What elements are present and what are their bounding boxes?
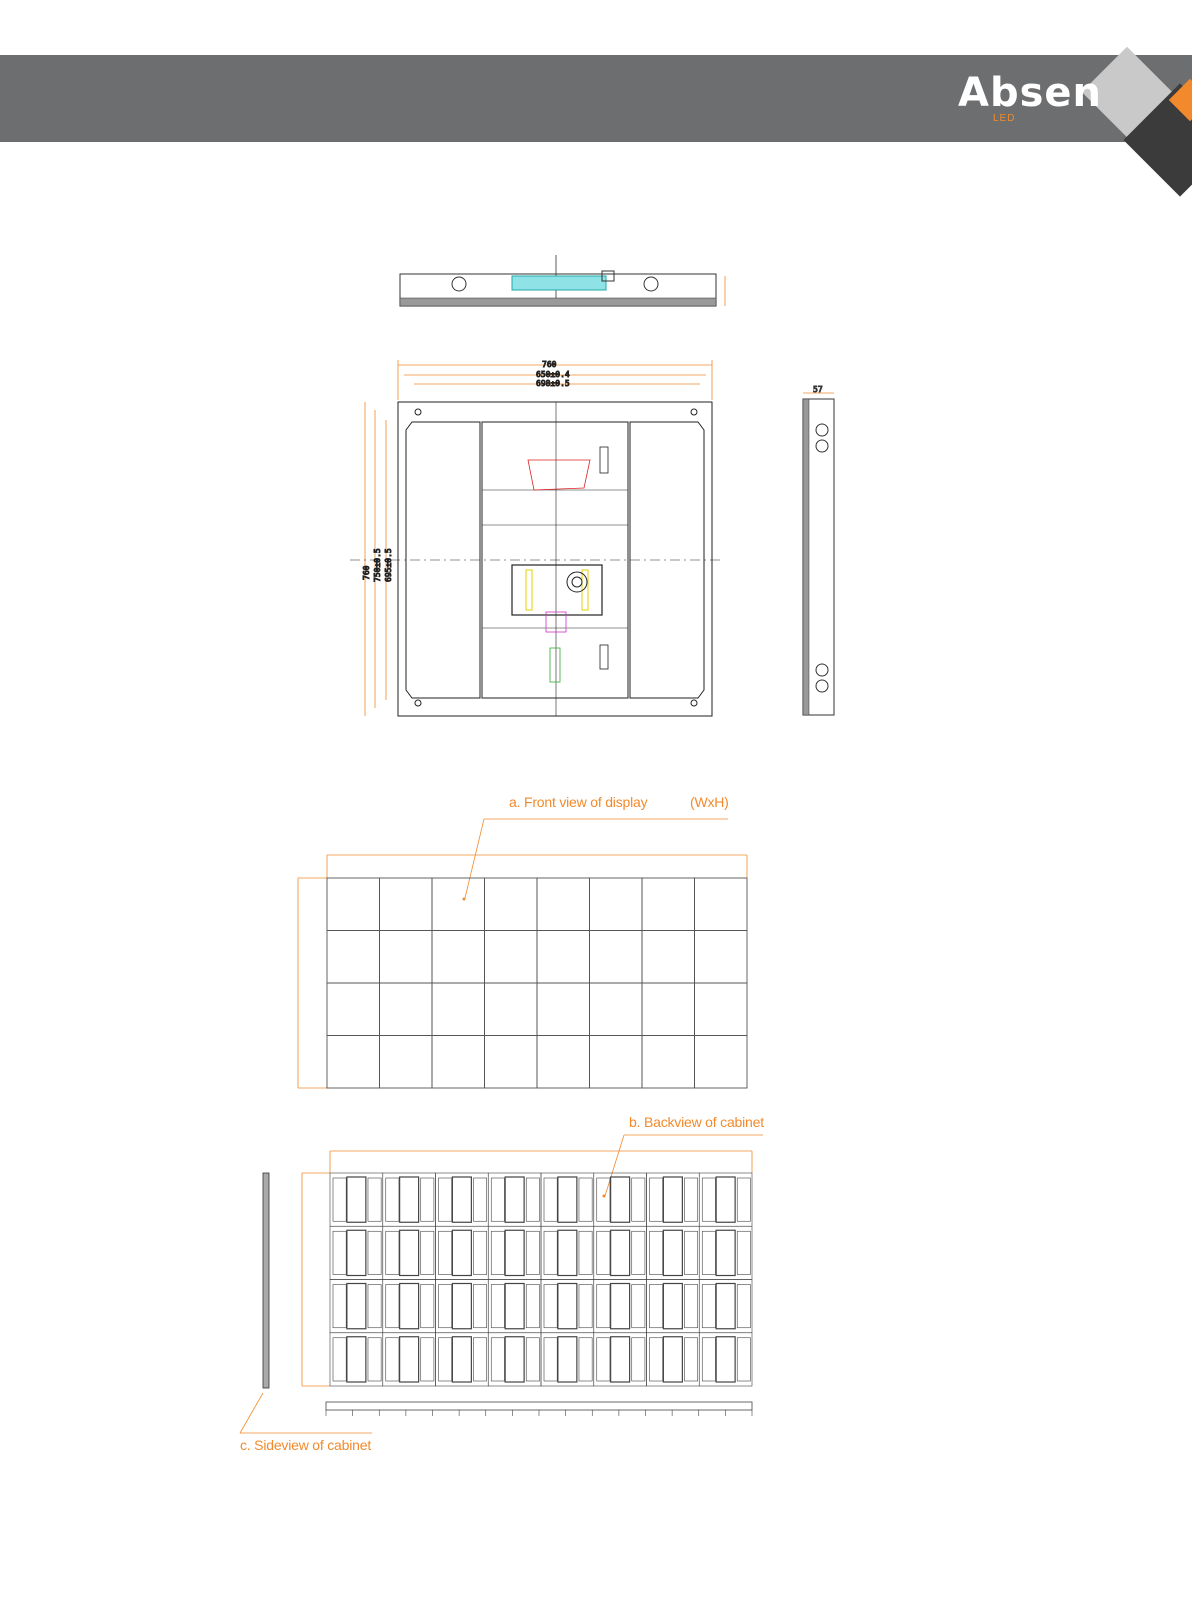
back-cabinet <box>541 1333 594 1386</box>
back-cabinet-panel-left <box>597 1285 610 1328</box>
back-cabinet <box>488 1280 541 1333</box>
display-cabinet-cell <box>642 983 695 1036</box>
cabinet-top-view <box>400 255 725 306</box>
back-cabinet-panel-right <box>632 1231 645 1274</box>
back-cabinet <box>436 1226 489 1279</box>
back-cabinet-module <box>347 1230 366 1275</box>
back-cabinet-panel-right <box>421 1178 434 1221</box>
back-cabinet <box>647 1280 700 1333</box>
back-cabinet-panel-right <box>684 1338 697 1381</box>
back-cabinet-panel-right <box>526 1338 539 1381</box>
display-cabinet-cell <box>432 1036 485 1089</box>
back-cabinet <box>330 1280 383 1333</box>
display-cabinet-cell <box>590 1036 643 1089</box>
display-cabinet-cell <box>485 983 538 1036</box>
back-cabinet-panel-right <box>526 1231 539 1274</box>
display-cabinet-cell <box>642 931 695 984</box>
back-cabinet <box>383 1226 436 1279</box>
display-cabinet-cell <box>485 878 538 931</box>
back-cabinet-module <box>347 1337 366 1382</box>
back-cabinet-module <box>400 1177 419 1222</box>
back-cabinet-panel-left <box>333 1231 346 1274</box>
back-cabinet-module <box>347 1284 366 1329</box>
back-cabinet-panel-right <box>473 1231 486 1274</box>
display-cabinet-cell <box>695 931 748 984</box>
back-cabinet-module <box>558 1230 577 1275</box>
display-cabinet-cell <box>380 983 433 1036</box>
back-cabinet <box>594 1226 647 1279</box>
back-cabinet-panel-right <box>473 1338 486 1381</box>
display-cabinet-cell <box>642 878 695 931</box>
back-cabinet-panel-left <box>386 1178 399 1221</box>
back-cabinet-panel-left <box>386 1231 399 1274</box>
back-cabinet-panel-right <box>684 1231 697 1274</box>
display-cabinet-cell <box>327 1036 380 1089</box>
back-cabinet-panel-right <box>368 1231 381 1274</box>
display-cabinet-cell <box>327 878 380 931</box>
back-cabinet-panel-left <box>386 1338 399 1381</box>
back-cabinet-panel-left <box>439 1178 452 1221</box>
back-cabinet <box>488 1173 541 1226</box>
dim-height-2: 750±0.5 <box>373 548 382 582</box>
back-cabinet-panel-right <box>632 1285 645 1328</box>
back-cabinet-module <box>611 1177 630 1222</box>
caption-side-view: c. Sideview of cabinet <box>240 1437 372 1453</box>
back-view-pointer-dot <box>603 1195 606 1198</box>
back-cabinet-module <box>611 1230 630 1275</box>
back-cabinet <box>699 1226 752 1279</box>
back-cabinet-module <box>505 1230 524 1275</box>
back-cabinet <box>699 1280 752 1333</box>
back-cabinet-module <box>663 1337 682 1382</box>
back-cabinet-module <box>505 1337 524 1382</box>
back-cabinet-module <box>558 1177 577 1222</box>
dim-width-2: 650±0.4 <box>536 370 570 379</box>
back-cabinet <box>594 1333 647 1386</box>
back-cabinet-panel-left <box>650 1178 663 1221</box>
back-cabinet-panel-right <box>684 1285 697 1328</box>
back-cabinet-panel-right <box>632 1338 645 1381</box>
display-cabinet-cell <box>537 931 590 984</box>
back-cabinet-panel-right <box>684 1178 697 1221</box>
display-front-grid <box>298 819 747 1088</box>
back-cabinet-panel-right <box>579 1285 592 1328</box>
back-view-bottom-strip <box>326 1402 752 1410</box>
display-cabinet-cell <box>695 878 748 931</box>
back-cabinet-panel-left <box>650 1231 663 1274</box>
display-cabinet-cell <box>590 931 643 984</box>
back-cabinet-panel-right <box>526 1285 539 1328</box>
brand-logo-sub: LED <box>993 113 1016 124</box>
back-cabinet <box>594 1173 647 1226</box>
display-cabinet-cell <box>485 931 538 984</box>
back-cabinet <box>594 1280 647 1333</box>
back-cabinet-panel-right <box>526 1178 539 1221</box>
brand-logo: Absen <box>958 70 1103 116</box>
back-cabinet-module <box>716 1177 735 1222</box>
display-cabinet-cell <box>537 878 590 931</box>
back-cabinet-panel-right <box>368 1178 381 1221</box>
back-cabinet-panel-left <box>702 1338 715 1381</box>
back-cabinet-module <box>400 1284 419 1329</box>
display-cabinet-cell <box>695 1036 748 1089</box>
display-cabinet-cell <box>695 983 748 1036</box>
display-cabinet-cell <box>590 878 643 931</box>
display-cabinet-cell <box>642 1036 695 1089</box>
back-cabinet <box>436 1173 489 1226</box>
dim-width-1: 760 <box>542 360 557 369</box>
back-cabinet-panel-right <box>421 1338 434 1381</box>
back-cabinet-panel-right <box>368 1338 381 1381</box>
back-cabinet-module <box>716 1337 735 1382</box>
display-cabinet-cell <box>432 931 485 984</box>
display-cabinet-cell <box>432 878 485 931</box>
back-cabinet-module <box>558 1284 577 1329</box>
back-cabinet <box>647 1173 700 1226</box>
back-cabinet-panel-left <box>650 1338 663 1381</box>
back-cabinet <box>383 1280 436 1333</box>
back-cabinet-module <box>663 1177 682 1222</box>
back-cabinet-module <box>400 1337 419 1382</box>
back-cabinet-module <box>716 1284 735 1329</box>
back-cabinet <box>488 1333 541 1386</box>
back-cabinet-panel-right <box>473 1285 486 1328</box>
back-cabinet <box>436 1280 489 1333</box>
display-back-view <box>302 1135 763 1416</box>
back-cabinet-module <box>611 1284 630 1329</box>
back-cabinet-panel-left <box>544 1285 557 1328</box>
back-cabinet-module <box>611 1337 630 1382</box>
display-side-view <box>240 1173 372 1433</box>
back-cabinet-panel-left <box>491 1178 504 1221</box>
back-cabinet-panel-left <box>491 1285 504 1328</box>
back-cabinet-panel-right <box>737 1338 750 1381</box>
back-cabinet-panel-left <box>650 1285 663 1328</box>
caption-wxh: (WxH) <box>690 794 729 810</box>
back-cabinet-panel-left <box>597 1231 610 1274</box>
back-cabinet <box>699 1173 752 1226</box>
back-cabinet-module <box>663 1230 682 1275</box>
back-cabinet-panel-right <box>368 1285 381 1328</box>
back-cabinet-panel-left <box>386 1285 399 1328</box>
display-cabinet-cell <box>432 983 485 1036</box>
back-cabinet-panel-left <box>597 1338 610 1381</box>
display-cabinet-cell <box>380 931 433 984</box>
display-cabinet-cell <box>380 1036 433 1089</box>
display-cabinet-cell <box>327 983 380 1036</box>
back-cabinet-module <box>558 1337 577 1382</box>
back-cabinet-panel-left <box>439 1285 452 1328</box>
back-cabinet-panel-left <box>544 1338 557 1381</box>
back-cabinet-panel-left <box>491 1338 504 1381</box>
back-cabinet-panel-left <box>439 1338 452 1381</box>
back-cabinet <box>647 1226 700 1279</box>
back-cabinet <box>647 1333 700 1386</box>
dim-width-3: 698±0.5 <box>536 379 570 388</box>
display-cabinet-cell <box>537 1036 590 1089</box>
back-cabinet-panel-left <box>544 1231 557 1274</box>
back-cabinet-panel-left <box>491 1231 504 1274</box>
back-cabinet-panel-right <box>632 1178 645 1221</box>
back-cabinet-panel-right <box>473 1178 486 1221</box>
caption-front-view: a. Front view of display <box>509 794 648 810</box>
back-cabinet-module <box>400 1230 419 1275</box>
back-cabinet <box>383 1333 436 1386</box>
back-cabinet-panel-left <box>702 1231 715 1274</box>
back-cabinet-module <box>505 1177 524 1222</box>
back-cabinet <box>383 1173 436 1226</box>
back-cabinet-panel-right <box>421 1285 434 1328</box>
back-cabinet-module <box>452 1177 471 1222</box>
back-cabinet-panel-left <box>333 1178 346 1221</box>
caption-back-view: b. Backview of cabinet <box>629 1114 764 1130</box>
display-cabinet-cell <box>485 1036 538 1089</box>
back-cabinet-panel-left <box>702 1178 715 1221</box>
back-cabinet-panel-right <box>737 1285 750 1328</box>
back-cabinet-panel-right <box>737 1178 750 1221</box>
back-cabinet <box>330 1333 383 1386</box>
back-cabinet-panel-left <box>333 1338 346 1381</box>
back-cabinet-panel-right <box>579 1338 592 1381</box>
display-cabinet-cell <box>590 983 643 1036</box>
back-cabinet-panel-left <box>333 1285 346 1328</box>
back-cabinet <box>541 1173 594 1226</box>
display-cabinet-cell <box>327 931 380 984</box>
back-cabinet <box>488 1226 541 1279</box>
back-cabinet-panel-left <box>702 1285 715 1328</box>
display-cabinet-cell <box>537 983 590 1036</box>
dim-height-1: 760 <box>362 565 371 580</box>
back-cabinet-module <box>716 1230 735 1275</box>
back-cabinet-module <box>347 1177 366 1222</box>
back-cabinet-panel-right <box>421 1231 434 1274</box>
dim-height-3: 695±0.5 <box>384 548 393 582</box>
back-cabinet-module <box>663 1284 682 1329</box>
back-cabinet-panel-left <box>439 1231 452 1274</box>
display-cabinet-cell <box>380 878 433 931</box>
cabinet-front-view <box>350 360 720 716</box>
back-cabinet <box>541 1280 594 1333</box>
back-cabinet <box>541 1226 594 1279</box>
back-cabinet-panel-left <box>597 1178 610 1221</box>
back-cabinet <box>436 1333 489 1386</box>
dim-depth: 57 <box>813 385 823 394</box>
back-cabinet-panel-right <box>737 1231 750 1274</box>
back-cabinet-module <box>452 1230 471 1275</box>
back-cabinet-panel-right <box>579 1178 592 1221</box>
back-cabinet-panel-left <box>544 1178 557 1221</box>
back-cabinet <box>699 1333 752 1386</box>
back-cabinet <box>330 1226 383 1279</box>
back-cabinet-panel-right <box>579 1231 592 1274</box>
back-cabinet-module <box>452 1337 471 1382</box>
front-view-pointer-dot <box>463 898 466 901</box>
back-cabinet-module <box>505 1284 524 1329</box>
back-cabinet <box>330 1173 383 1226</box>
cabinet-side-view <box>803 385 834 715</box>
back-cabinet-module <box>452 1284 471 1329</box>
